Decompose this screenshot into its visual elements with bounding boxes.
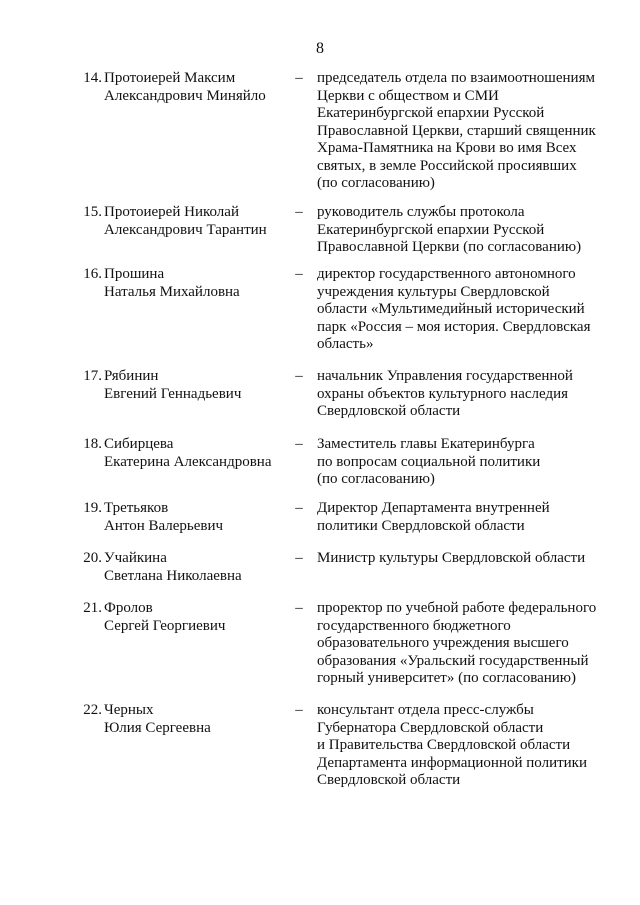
description-line: учреждения культуры Свердловской: [317, 283, 550, 300]
name-line: Рябинин: [104, 368, 159, 384]
separator-dash: –: [295, 368, 303, 384]
position-description: [317, 500, 612, 535]
description-line: образовательного учреждения высшего: [317, 635, 569, 651]
description-line: политики Свердловской области: [317, 517, 525, 534]
item-number: 18.: [83, 436, 102, 452]
page-number: 8: [316, 40, 324, 57]
person-name: [104, 702, 284, 737]
description-line: образования «Уральский государственный: [317, 652, 589, 669]
separator-dash: –: [295, 500, 303, 516]
name-line: Наталья Михайловна: [104, 283, 240, 300]
person-name: [104, 70, 284, 105]
separator-dash: –: [295, 266, 303, 282]
position-description: [317, 550, 612, 568]
name-line: Евгений Геннадьевич: [104, 385, 242, 402]
description-line: Православной Церкви (по согласованию): [317, 239, 582, 255]
description-line: начальник Управления государственной: [317, 368, 573, 384]
separator-dash: –: [295, 600, 303, 616]
name-line: Светлана Николаевна: [104, 567, 242, 584]
item-number: 14.: [83, 70, 102, 86]
description-line: Екатеринбургской епархии Русской: [317, 105, 545, 121]
person-name: [104, 600, 284, 635]
name-line: Сибирцева: [104, 436, 174, 452]
item-number: 15.: [83, 204, 102, 220]
description-line: Директор Департамента внутренней: [317, 500, 550, 516]
item-number: 22.: [83, 702, 102, 718]
position-description: [317, 600, 612, 688]
position-description: [317, 368, 612, 421]
description-line: (по согласованию): [317, 471, 435, 487]
name-line: Протоиерей Максим: [104, 70, 236, 86]
description-line: Православной Церкви, старший священник: [317, 122, 596, 139]
description-line: области «Мультимедийный исторический: [317, 301, 585, 317]
description-line: Губернатора Свердловской области: [317, 719, 544, 736]
name-line: Александрович Тарантин: [104, 221, 267, 238]
description-line: Министр культуры Свердловской области: [317, 550, 586, 566]
description-line: государственного бюджетного: [317, 617, 511, 634]
description-line: святых, в земле Российской просиявших: [317, 157, 577, 174]
description-line: по вопросам социальной политики: [317, 453, 541, 470]
description-line: (по согласованию): [317, 175, 435, 191]
separator-dash: –: [295, 204, 303, 220]
item-number: 19.: [83, 500, 102, 516]
person-name: [104, 500, 284, 535]
item-number: 16.: [83, 266, 102, 282]
person-name: [104, 266, 284, 301]
person-name: [104, 436, 284, 471]
item-number: 17.: [83, 368, 102, 384]
position-description: [317, 204, 612, 257]
item-number: 21.: [83, 600, 102, 616]
description-line: Заместитель главы Екатеринбурга: [317, 436, 535, 452]
description-line: парк «Россия – моя история. Свердловская: [317, 318, 591, 335]
description-line: руководитель службы протокола: [317, 204, 525, 220]
name-line: Протоиерей Николай: [104, 204, 239, 220]
name-line: Прошина: [104, 266, 165, 282]
name-line: Черных: [104, 702, 154, 718]
name-line: Екатерина Александровна: [104, 453, 272, 470]
description-line: Церкви с обществом и СМИ: [317, 87, 499, 104]
description-line: охраны объектов культурного наследия: [317, 385, 569, 402]
name-line: Александрович Миняйло: [104, 87, 266, 104]
description-line: консультант отдела пресс-службы: [317, 702, 534, 718]
person-name: [104, 368, 284, 403]
name-line: Юлия Сергеевна: [104, 719, 211, 736]
separator-dash: –: [295, 550, 303, 566]
position-description: [317, 266, 612, 354]
description-line: горный университет» (по согласованию): [317, 670, 576, 686]
name-line: Третьяков: [104, 500, 169, 516]
separator-dash: –: [295, 702, 303, 718]
name-line: Сергей Георгиевич: [104, 617, 226, 634]
description-line: Департамента информационной политики: [317, 754, 587, 771]
description-line: проректор по учебной работе федерального: [317, 600, 597, 616]
person-name: [104, 550, 284, 585]
person-name: [104, 204, 284, 239]
separator-dash: –: [295, 70, 303, 86]
item-number: 20.: [83, 550, 102, 566]
separator-dash: –: [295, 436, 303, 452]
description-line: Свердловской области: [317, 772, 461, 788]
name-line: Антон Валерьевич: [104, 517, 224, 534]
position-description: [317, 436, 612, 489]
description-line: Свердловской области: [317, 403, 461, 419]
description-line: область»: [317, 336, 374, 352]
name-line: Фролов: [104, 600, 153, 616]
name-line: Учайкина: [104, 550, 167, 566]
description-line: и Правительства Свердловской области: [317, 737, 571, 753]
description-line: Храма-Памятника на Крови во имя Всех: [317, 140, 577, 156]
description-line: председатель отдела по взаимоотношениям: [317, 70, 595, 86]
position-description: [317, 70, 612, 193]
description-line: Екатеринбургской епархии Русской: [317, 221, 545, 238]
description-line: директор государственного автономного: [317, 266, 576, 282]
position-description: [317, 702, 612, 790]
